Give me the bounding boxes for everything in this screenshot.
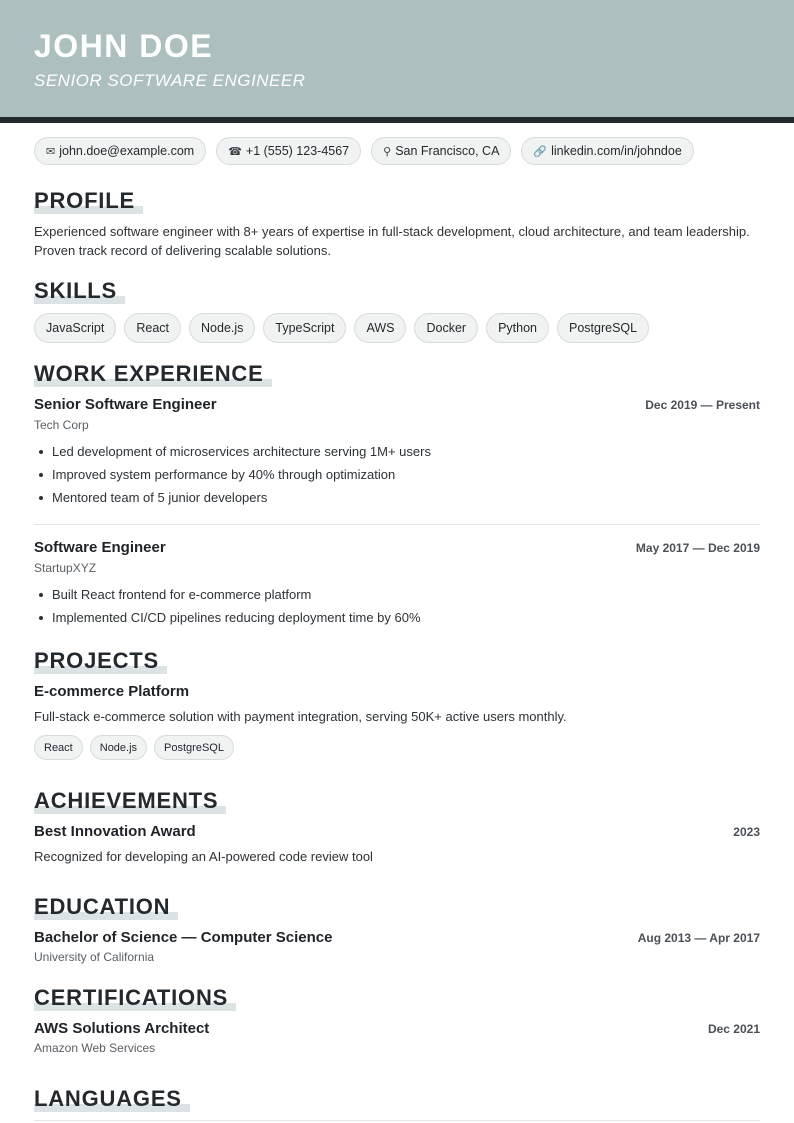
header-divider bbox=[0, 117, 794, 123]
section-title-education: EDUCATION bbox=[34, 894, 170, 920]
section-title-skills: SKILLS bbox=[34, 278, 117, 304]
phone-icon: ☎ bbox=[228, 145, 242, 158]
job-dates: May 2017 — Dec 2019 bbox=[635, 541, 760, 555]
job-title: Senior Software Engineer bbox=[34, 396, 217, 413]
job-company: StartupXYZ bbox=[34, 561, 97, 575]
skill-tag: PostgreSQL bbox=[557, 313, 649, 343]
achievement-year: 2023 bbox=[733, 825, 760, 839]
certification-date: Dec 2021 bbox=[707, 1022, 760, 1036]
resume-header bbox=[0, 0, 794, 117]
section-title-certifications: CERTIFICATIONS bbox=[34, 985, 228, 1011]
skill-tag: JavaScript bbox=[34, 313, 116, 343]
tech-tag: PostgreSQL bbox=[154, 735, 234, 760]
section-title-projects: PROJECTS bbox=[34, 648, 159, 674]
tech-tag: React bbox=[34, 735, 83, 760]
envelope-icon: ✉ bbox=[46, 145, 56, 158]
certification-issuer: Amazon Web Services bbox=[34, 1041, 156, 1055]
list-item: Built React frontend for e-commerce platform bbox=[34, 583, 421, 606]
contact-location bbox=[371, 137, 511, 165]
achievement-description: Recognized for developing an AI-powered code review tool bbox=[34, 849, 373, 864]
skill-tag: Docker bbox=[414, 313, 478, 343]
achievement-title: Best Innovation Award bbox=[34, 823, 196, 840]
contact-location-text: San Francisco, CA bbox=[395, 144, 500, 158]
list-item: Improved system performance by 40% through optimization bbox=[34, 463, 431, 486]
languages-divider bbox=[34, 1120, 760, 1121]
skill-tag: Node.js bbox=[189, 313, 255, 343]
tech-tag: Node.js bbox=[90, 735, 147, 760]
job-title: Software Engineer bbox=[34, 539, 166, 556]
contact-phone-text: +1 (555) 123-4567 bbox=[245, 144, 350, 158]
section-title-languages: LANGUAGES bbox=[34, 1086, 182, 1112]
list-item: Mentored team of 5 junior developers bbox=[34, 486, 431, 509]
link-icon: 🔗 bbox=[533, 145, 548, 158]
contact-linkedin[interactable] bbox=[521, 137, 693, 165]
experience-divider bbox=[34, 524, 760, 525]
section-title-profile: PROFILE bbox=[34, 188, 135, 214]
contact-linkedin-text: linkedin.com/in/johndoe bbox=[551, 144, 682, 158]
section-title-achievements: ACHIEVEMENTS bbox=[34, 788, 218, 814]
contact-email[interactable] bbox=[34, 137, 206, 165]
skill-tag: React bbox=[124, 313, 181, 343]
job-dates: Dec 2019 — Present bbox=[645, 398, 760, 412]
section-title-experience: WORK EXPERIENCE bbox=[34, 361, 264, 387]
project-name: E-commerce Platform bbox=[34, 683, 190, 700]
skill-tag: TypeScript bbox=[263, 313, 346, 343]
contact-phone[interactable] bbox=[216, 137, 361, 165]
job-bullets bbox=[34, 583, 421, 629]
project-tech-list bbox=[34, 735, 234, 760]
list-item: Led development of microservices architecture serving 1M+ users bbox=[34, 440, 431, 463]
profile-summary: Experienced software engineer with 8+ years of expertise in full-stack development, cloud architecture, and team leadership. Proven track record of delivering scalable solutions. bbox=[34, 224, 750, 258]
skill-tag: Python bbox=[486, 313, 549, 343]
location-pin-icon: ⚲ bbox=[383, 145, 392, 158]
certification-name: AWS Solutions Architect bbox=[34, 1020, 210, 1037]
candidate-title: SENIOR SOFTWARE ENGINEER bbox=[34, 71, 306, 90]
skills-list bbox=[34, 313, 649, 343]
job-company: Tech Corp bbox=[34, 418, 89, 432]
contact-email-text: john.doe@example.com bbox=[59, 144, 195, 158]
list-item: Implemented CI/CD pipelines reducing deployment time by 60% bbox=[34, 606, 421, 629]
candidate-name: JOHN DOE bbox=[34, 28, 214, 64]
education-dates: Aug 2013 — Apr 2017 bbox=[637, 931, 760, 945]
skill-tag: AWS bbox=[354, 313, 406, 343]
job-bullets bbox=[34, 440, 431, 509]
contact-list bbox=[34, 137, 694, 165]
education-school: University of California bbox=[34, 950, 155, 964]
education-degree: Bachelor of Science — Computer Science bbox=[34, 929, 333, 946]
project-description: Full-stack e-commerce solution with payment integration, serving 50K+ active users monthly. bbox=[34, 709, 567, 724]
